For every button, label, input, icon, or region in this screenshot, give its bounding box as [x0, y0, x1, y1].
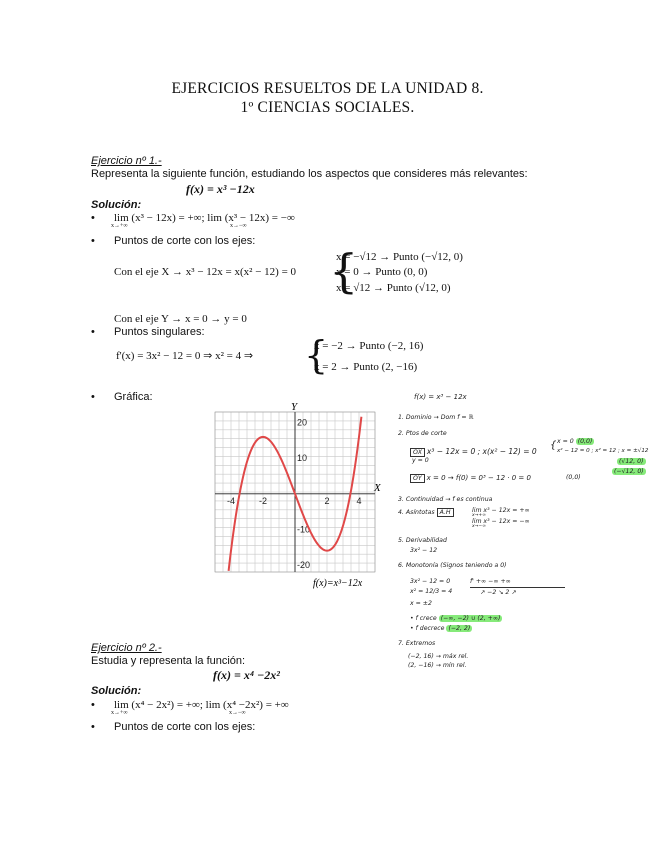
exercise1-function: f(x) = x³ −12x: [186, 182, 255, 196]
hw-crece: [410, 615, 502, 622]
hw-lim2-sub: x→−∞: [472, 524, 486, 529]
x-axis-label: X: [374, 481, 381, 494]
hw-extremes: 7. Extremos: [398, 640, 436, 647]
x-tick-label: 2: [324, 495, 330, 506]
exercise1-singular-label: Puntos singulares:: [114, 326, 205, 338]
hw-ox-r2-pt1: (√12, 0): [619, 458, 644, 465]
x-tick-label: -2: [258, 495, 268, 506]
exercise2-cuts-label: Puntos de corte con los ejes:: [114, 721, 256, 733]
hw-oy: [410, 474, 531, 482]
hw-asymptotes: [398, 509, 454, 516]
hw-ext2: (2, −16) → mín rel.: [408, 662, 467, 669]
limit-subscript: x→−∞: [229, 710, 246, 716]
hw-ox-eq: x³ − 12x = 0 ; x(x² − 12) = 0: [426, 447, 537, 456]
cut-x-case: x = √12 → Punto (√12, 0): [336, 282, 451, 294]
hw-continuity: 3. Continuidad → f es continua: [398, 496, 493, 503]
exercise2-heading: Ejercicio nº 2.-: [91, 642, 162, 654]
hw-mono1: 3x² − 12 = 0: [410, 578, 451, 585]
exercise1-limits: lim (x³ − 12x) = +∞; lim (x³ − 12x) = −∞: [114, 212, 295, 224]
document-title-line2: 1º CIENCIAS SOCIALES.: [240, 99, 415, 116]
hw-ext1: (−2, 16) → máx rel.: [408, 653, 469, 660]
exercise1-cuts-label: Puntos de corte con los ejes:: [114, 235, 256, 247]
hw-ox-sub: y = 0: [412, 457, 429, 464]
hw-ox-r1: [557, 438, 594, 445]
hw-ox-r2-pt2: (−√12, 0): [614, 468, 644, 475]
hw-crece-label: • f crece: [410, 615, 437, 622]
hw-sign-table-row: ↗ −2 ↘ 2 ↗: [480, 589, 517, 596]
hw-table-line: [470, 587, 565, 588]
singular-lead: f'(x) = 3x² − 12 = 0 ⇒ x² = 4 ⇒: [116, 350, 254, 362]
singular-case: x = 2 → Punto (2, −16): [314, 361, 418, 373]
limit-subscript: x→+∞: [111, 223, 128, 229]
exercise2-solution-label: Solución:: [91, 685, 142, 697]
hw-function: f(x) = x³ − 12x: [414, 393, 467, 401]
hw-sign-table-head: f' +∞ −∞ +∞: [470, 578, 511, 585]
hw-asymptotes-label: 4. Asíntotas: [398, 509, 435, 516]
brace-icon: {: [329, 244, 359, 298]
document-title-line1: EJERCICIOS RESUELTOS DE LA UNIDAD 8.: [171, 80, 484, 97]
hw-ox-box: OX: [410, 448, 425, 457]
exercise1-graph-label: Gráfica:: [114, 391, 153, 403]
y-tick-label: -10: [297, 524, 311, 535]
hw-oy-point: (0,0): [566, 474, 581, 481]
bullet: •: [91, 235, 95, 247]
hw-decrece-value: (−2, 2): [448, 625, 471, 632]
hw-mono2: x² = 12/3 = 4: [410, 588, 453, 595]
hw-ox-r1-point: (0,0): [577, 438, 593, 445]
bullet: •: [91, 326, 95, 338]
singular-case: x = −2 → Punto (−2, 16): [314, 340, 424, 352]
cut-y: Con el eje Y → x = 0 → y = 0: [114, 313, 247, 325]
limit-subscript: x→+∞: [111, 710, 128, 716]
graph-caption: f(x)=x³−12x: [313, 578, 363, 589]
cut-x-lead: Con el eje X → x³ − 12x = x(x² − 12) = 0: [114, 266, 297, 278]
hw-ox-r2: x² − 12 = 0 ; x² = 12 ; x = ±√12: [557, 448, 649, 454]
hw-decrece: [410, 625, 472, 632]
exercise2-limits: lim (x⁴ − 2x²) = +∞; lim (x⁴ −2x²) = +∞: [114, 699, 289, 711]
hw-oy-box: OY: [410, 474, 425, 483]
cut-x-case: x = 0 → Punto (0, 0): [336, 266, 428, 278]
y-axis-label: Y: [291, 401, 298, 413]
exercise2-statement: Estudia y representa la función:: [91, 655, 246, 667]
bullet: •: [91, 721, 95, 733]
hw-derivative: 3x² − 12: [410, 547, 438, 554]
y-tick-label: 10: [297, 453, 308, 464]
x-tick-label: 4: [356, 495, 362, 506]
brace-icon: {: [304, 333, 329, 377]
hw-lim2: lim x³ − 12x = −∞: [472, 518, 530, 525]
hw-lim1-sub: x→+∞: [472, 513, 486, 518]
hw-cuts-heading: 2. Ptos de corte: [398, 430, 447, 437]
bullet: •: [91, 699, 95, 711]
exercise1-solution-label: Solución:: [91, 199, 142, 211]
hw-crece-value: (−∞, −2) ∪ (2, +∞): [440, 615, 501, 622]
exercise2-function: f(x) = x⁴ −2x²: [213, 668, 280, 682]
exercise1-heading: Ejercicio nº 1.-: [91, 155, 162, 167]
hw-decrece-label: • f decrece: [410, 625, 445, 632]
hw-mono3: x = ±2: [410, 600, 432, 607]
hw-ah-box: A.H: [437, 508, 454, 517]
hw-lim1: lim x³ − 12x = +∞: [472, 507, 530, 514]
cut-x-case: x = −√12 → Punto (−√12, 0): [336, 251, 463, 263]
hw-ox: [410, 447, 537, 456]
exercise1-statement: Representa la siguiente función, estudiando los aspectos que consideres más relevantes:: [91, 168, 528, 180]
hw-ox-r1-eq: x = 0: [557, 438, 574, 445]
hw-domain: 1. Dominio → Dom f = ℝ: [398, 414, 474, 421]
hw-derivability: 5. Derivabilidad: [398, 537, 447, 544]
bullet: •: [91, 391, 95, 403]
bullet: •: [91, 212, 95, 224]
x-tick-label: -4: [226, 495, 236, 506]
limit-subscript: x→−∞: [230, 223, 247, 229]
y-tick-label: -20: [297, 559, 311, 570]
hw-monotony: 6. Monotonía (Signos teniendo a 0): [398, 562, 507, 569]
hw-brace-icon: {: [550, 440, 557, 451]
function-graph: [205, 400, 385, 590]
hw-oy-eq: x = 0 → f(0) = 0³ − 12 · 0 = 0: [426, 474, 531, 482]
y-tick-label: 20: [297, 417, 308, 428]
